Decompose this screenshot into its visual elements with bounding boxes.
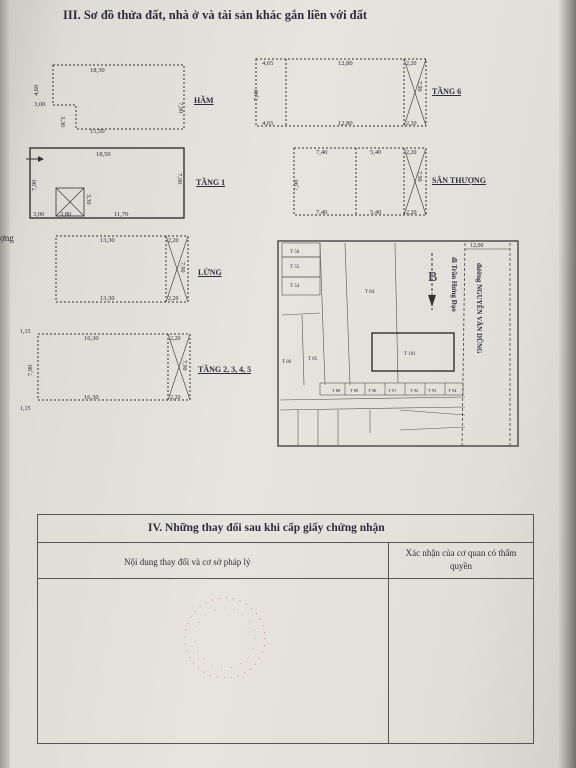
dim: 2,20: [406, 61, 417, 67]
margin-fragment: ợng: [0, 233, 14, 243]
parcel-label: T 90: [368, 388, 377, 393]
site-map: [270, 235, 522, 455]
dim: 2,20: [406, 150, 417, 156]
dim: 5,40: [370, 209, 382, 216]
dim: 7,90: [176, 173, 183, 185]
dim: 7,90: [31, 179, 38, 191]
floor-plan-ham: [28, 60, 193, 140]
dim: 2,20: [168, 238, 179, 244]
parcel-label: T 91: [388, 388, 397, 393]
label-lung: LỬNG: [198, 268, 222, 277]
section4-title: IV. Những thay đổi sau khi cấp giấy chứng nhận: [148, 522, 385, 534]
dim: 2,20: [406, 210, 417, 216]
north-marker: B: [428, 270, 438, 285]
dim: 4,60: [33, 84, 40, 96]
dim: 12,80: [338, 120, 353, 127]
parcel-label: T 55: [290, 265, 300, 270]
dim: 4,65: [262, 60, 274, 67]
parcel-label: T 89: [350, 388, 359, 393]
label-tang6: TẦNG 6: [432, 87, 462, 96]
dim: 1,15: [20, 329, 31, 335]
dim: 7,90: [179, 262, 185, 273]
parcel-label: T 94: [448, 388, 457, 393]
page-edge: [0, 0, 10, 768]
dim: 3,00: [33, 211, 45, 218]
column-header-approval: Xác nhận của cơ quan có thẩm quyền: [405, 548, 517, 571]
dim: 7,40: [316, 209, 328, 216]
parcel-label: T 85: [308, 357, 318, 362]
parcel-label: T 101: [404, 352, 416, 357]
floor-plan-tang1: [26, 143, 191, 223]
floor-plan-lung: [52, 232, 192, 306]
dim: 13,30: [100, 237, 115, 244]
section3-title: III. Sơ đồ thửa đất, nhà ở và tài sản khác gắn liền với đất: [63, 8, 368, 22]
page-shadow: [558, 0, 576, 768]
label-tang1: TẦNG 1: [196, 178, 226, 187]
parcel-label: T 93: [428, 388, 437, 393]
dim: 3,80: [60, 211, 72, 218]
floor-plan-tang2345: [18, 324, 194, 412]
floor-plan-tang6: [250, 55, 430, 131]
label-san-thuong: SÂN THƯỢNG: [432, 176, 487, 185]
dim: 7,90: [416, 81, 422, 92]
dim: 3,00: [34, 101, 46, 108]
dim: 12,80: [338, 60, 353, 67]
dim: 7,40: [316, 149, 328, 156]
parcel-label: T 84: [365, 290, 375, 295]
dim: 7,90: [181, 360, 187, 371]
road-name-side: đi Trần Hưng Đạo: [450, 257, 458, 312]
faded-stamp: [170, 588, 280, 688]
road-name-main: đường NGUYỄN VĂN DŨNG: [475, 263, 483, 354]
road-width: 12,00: [470, 243, 484, 249]
column-header-content: Nội dung thay đổi và cơ sở pháp lý: [124, 557, 251, 567]
floor-plan-san-thuong: [290, 143, 430, 219]
dim: 2,20: [406, 121, 417, 127]
dim: 7,90: [253, 89, 260, 101]
dim: 7,90: [27, 364, 34, 376]
parcel-label: T 56: [290, 250, 300, 255]
dim: 5,40: [370, 149, 382, 156]
dim: 7,90: [293, 179, 300, 191]
dim: 16,30: [84, 394, 99, 401]
parcel-label: T 92: [410, 388, 419, 393]
dim: 15,50: [90, 128, 105, 135]
dim: 2,20: [170, 395, 181, 401]
dim: 13,30: [100, 295, 115, 302]
dim: 18,50: [96, 151, 111, 158]
dim: 7,90: [416, 171, 422, 182]
dim: 11,70: [114, 211, 129, 218]
dim: 2,20: [168, 296, 179, 302]
parcel-label: T 88: [332, 388, 341, 393]
svg-text:· · ·: · · ·: [184, 644, 193, 650]
label-ham: HẦM: [194, 96, 214, 105]
parcel-label: T 86: [282, 360, 292, 365]
label-tang2345: TẦNG 2, 3, 4, 5: [198, 365, 252, 374]
dim: 2,20: [170, 336, 181, 342]
dim: 3,30: [85, 194, 91, 205]
dim: 1,15: [20, 406, 31, 412]
section4-table: [37, 514, 534, 744]
dim: 18,30: [90, 67, 105, 74]
dim: 4,65: [262, 120, 274, 127]
parcel-label: T 54: [290, 284, 300, 289]
dim: 7,90: [177, 102, 184, 114]
dim: 3,30: [59, 116, 66, 128]
dim: 16,30: [84, 335, 99, 342]
